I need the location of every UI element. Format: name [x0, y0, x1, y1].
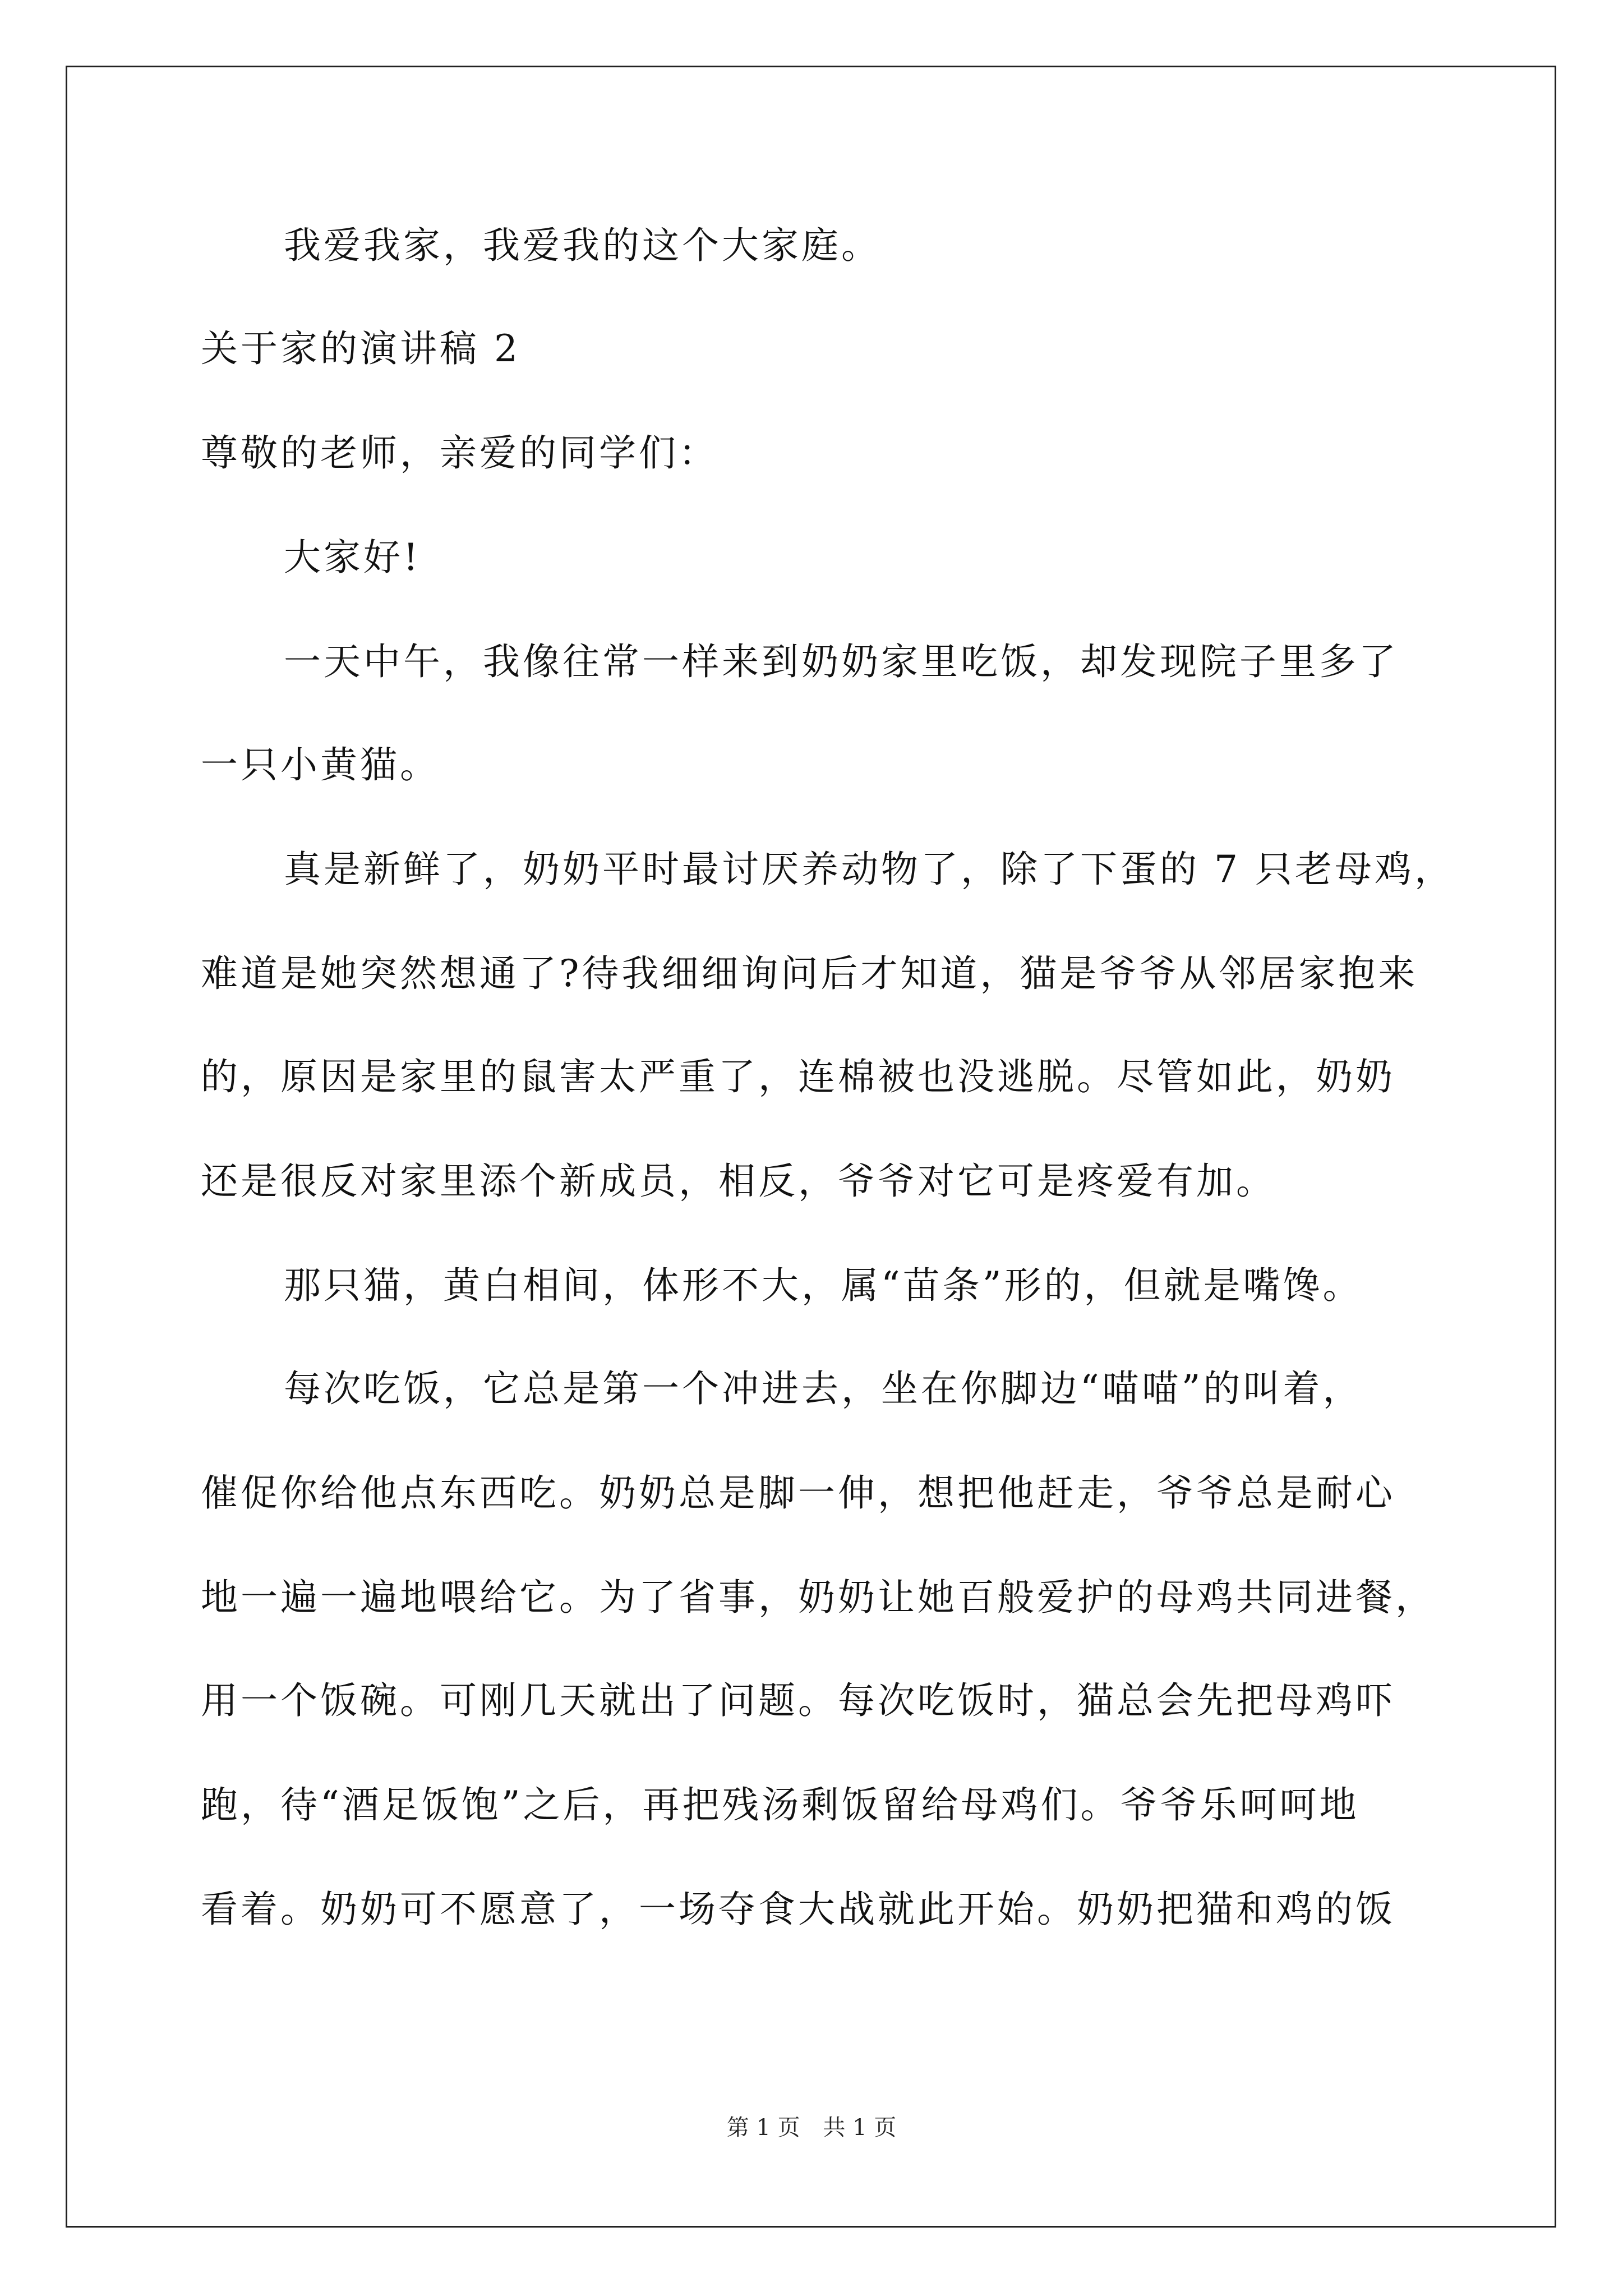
- paragraph-line: 一天中午，我像往常一样来到奶奶家里吃饭，却发现院子里多了: [284, 640, 1399, 683]
- paragraph-line: 一只小黄猫。: [201, 743, 440, 786]
- greeting: 大家好!: [284, 536, 421, 579]
- paragraph-line: 用一个饭碗。可刚几天就出了问题。每次吃饭时，猫总会先把母鸡吓: [201, 1679, 1395, 1722]
- section-title: 关于家的演讲稿 2: [201, 327, 520, 370]
- paragraph-line: 的，原因是家里的鼠害太严重了，连棉被也没逃脱。尽管如此，奶奶: [201, 1055, 1395, 1098]
- paragraph-line: 那只猫，黄白相间，体形不大，属“苗条”形的，但就是嘴馋。: [284, 1264, 1363, 1307]
- paragraph-line: 真是新鲜了，奶奶平时最讨厌养动物了，除了下蛋的 7 只老母鸡，: [284, 848, 1454, 891]
- paragraph-line: 催促你给他点东西吃。奶奶总是脚一伸，想把他赶走，爷爷总是耐心: [201, 1471, 1395, 1515]
- page-total: 共 1 页: [823, 2115, 897, 2141]
- paragraph-line: 我爱我家，我爱我的这个大家庭。: [284, 224, 881, 267]
- paragraph-line: 地一遍一遍地喂给它。为了省事，奶奶让她百般爱护的母鸡共同进餐，: [201, 1576, 1435, 1619]
- paragraph-line: 每次吃饭，它总是第一个冲进去，坐在你脚边“喵喵”的叫着，: [284, 1367, 1363, 1410]
- paragraph-line: 还是很反对家里添个新成员，相反，爷爷对它可是疼爱有加。: [201, 1159, 1276, 1203]
- page-number: 第 1 页: [726, 2115, 800, 2141]
- salutation: 尊敬的老师，亲爱的同学们：: [201, 431, 718, 475]
- page-footer: [0, 2116, 1623, 2139]
- paragraph-line: 看着。奶奶可不愿意了，一场夺食大战就此开始。奶奶把猫和鸡的饭: [201, 1888, 1395, 1931]
- paragraph-line: 难道是她突然想通了?待我细细询问后才知道，猫是爷爷从邻居家抱来: [201, 952, 1418, 995]
- paragraph-line: 跑，待“酒足饭饱”之后，再把残汤剩饭留给母鸡们。爷爷乐呵呵地: [201, 1783, 1359, 1826]
